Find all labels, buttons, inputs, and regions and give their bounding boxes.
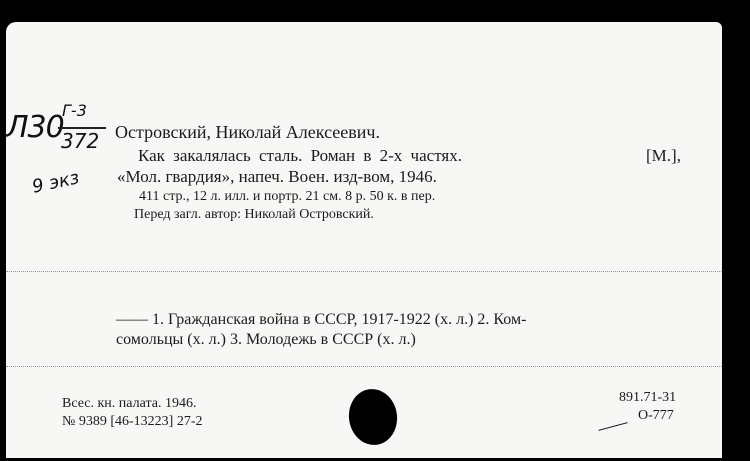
publisher-line: «Мол. гвардия», напеч. Воен. изд-вом, 1946. [117,167,437,186]
rule-1 [6,271,722,272]
shelfmark-prefix: Л30 [6,110,64,145]
author-heading: Островский, Николай Алексеевич. [115,122,380,142]
rule-2 [6,366,722,367]
cutter-number: О-777 [638,408,674,423]
title-line: Как закалялась сталь. Роман в 2-х частях. [138,146,462,165]
catalog-card [6,22,722,458]
registration-number: № 9389 [46-13223] 27-2 [62,414,203,429]
subjects-line-1: —— 1. Гражданская война в СССР, 1917-1922 (х. л.) 2. Ком- [116,311,527,328]
pencil-mark [598,422,627,431]
copies-note: 9 экз [30,167,82,198]
title-note: Перед загл. автор: Николай Островский. [134,207,374,222]
subjects-line-2: сомольцы (х. л.) 3. Молодежь в СССР (х. л.) [116,331,416,348]
book-chamber: Всес. кн. палата. 1946. [62,396,197,411]
physical-description: 411 стр., 12 л. илл. и портр. 21 см. 8 р. 50 к. в пер. [139,189,436,204]
punch-hole [345,386,400,448]
shelfmark-numerator: Г-3 [62,101,87,120]
classification-number: 891.71-31 [619,390,677,405]
place-of-publication: [М.], [646,146,681,165]
shelfmark-denominator: 372 [61,129,100,153]
